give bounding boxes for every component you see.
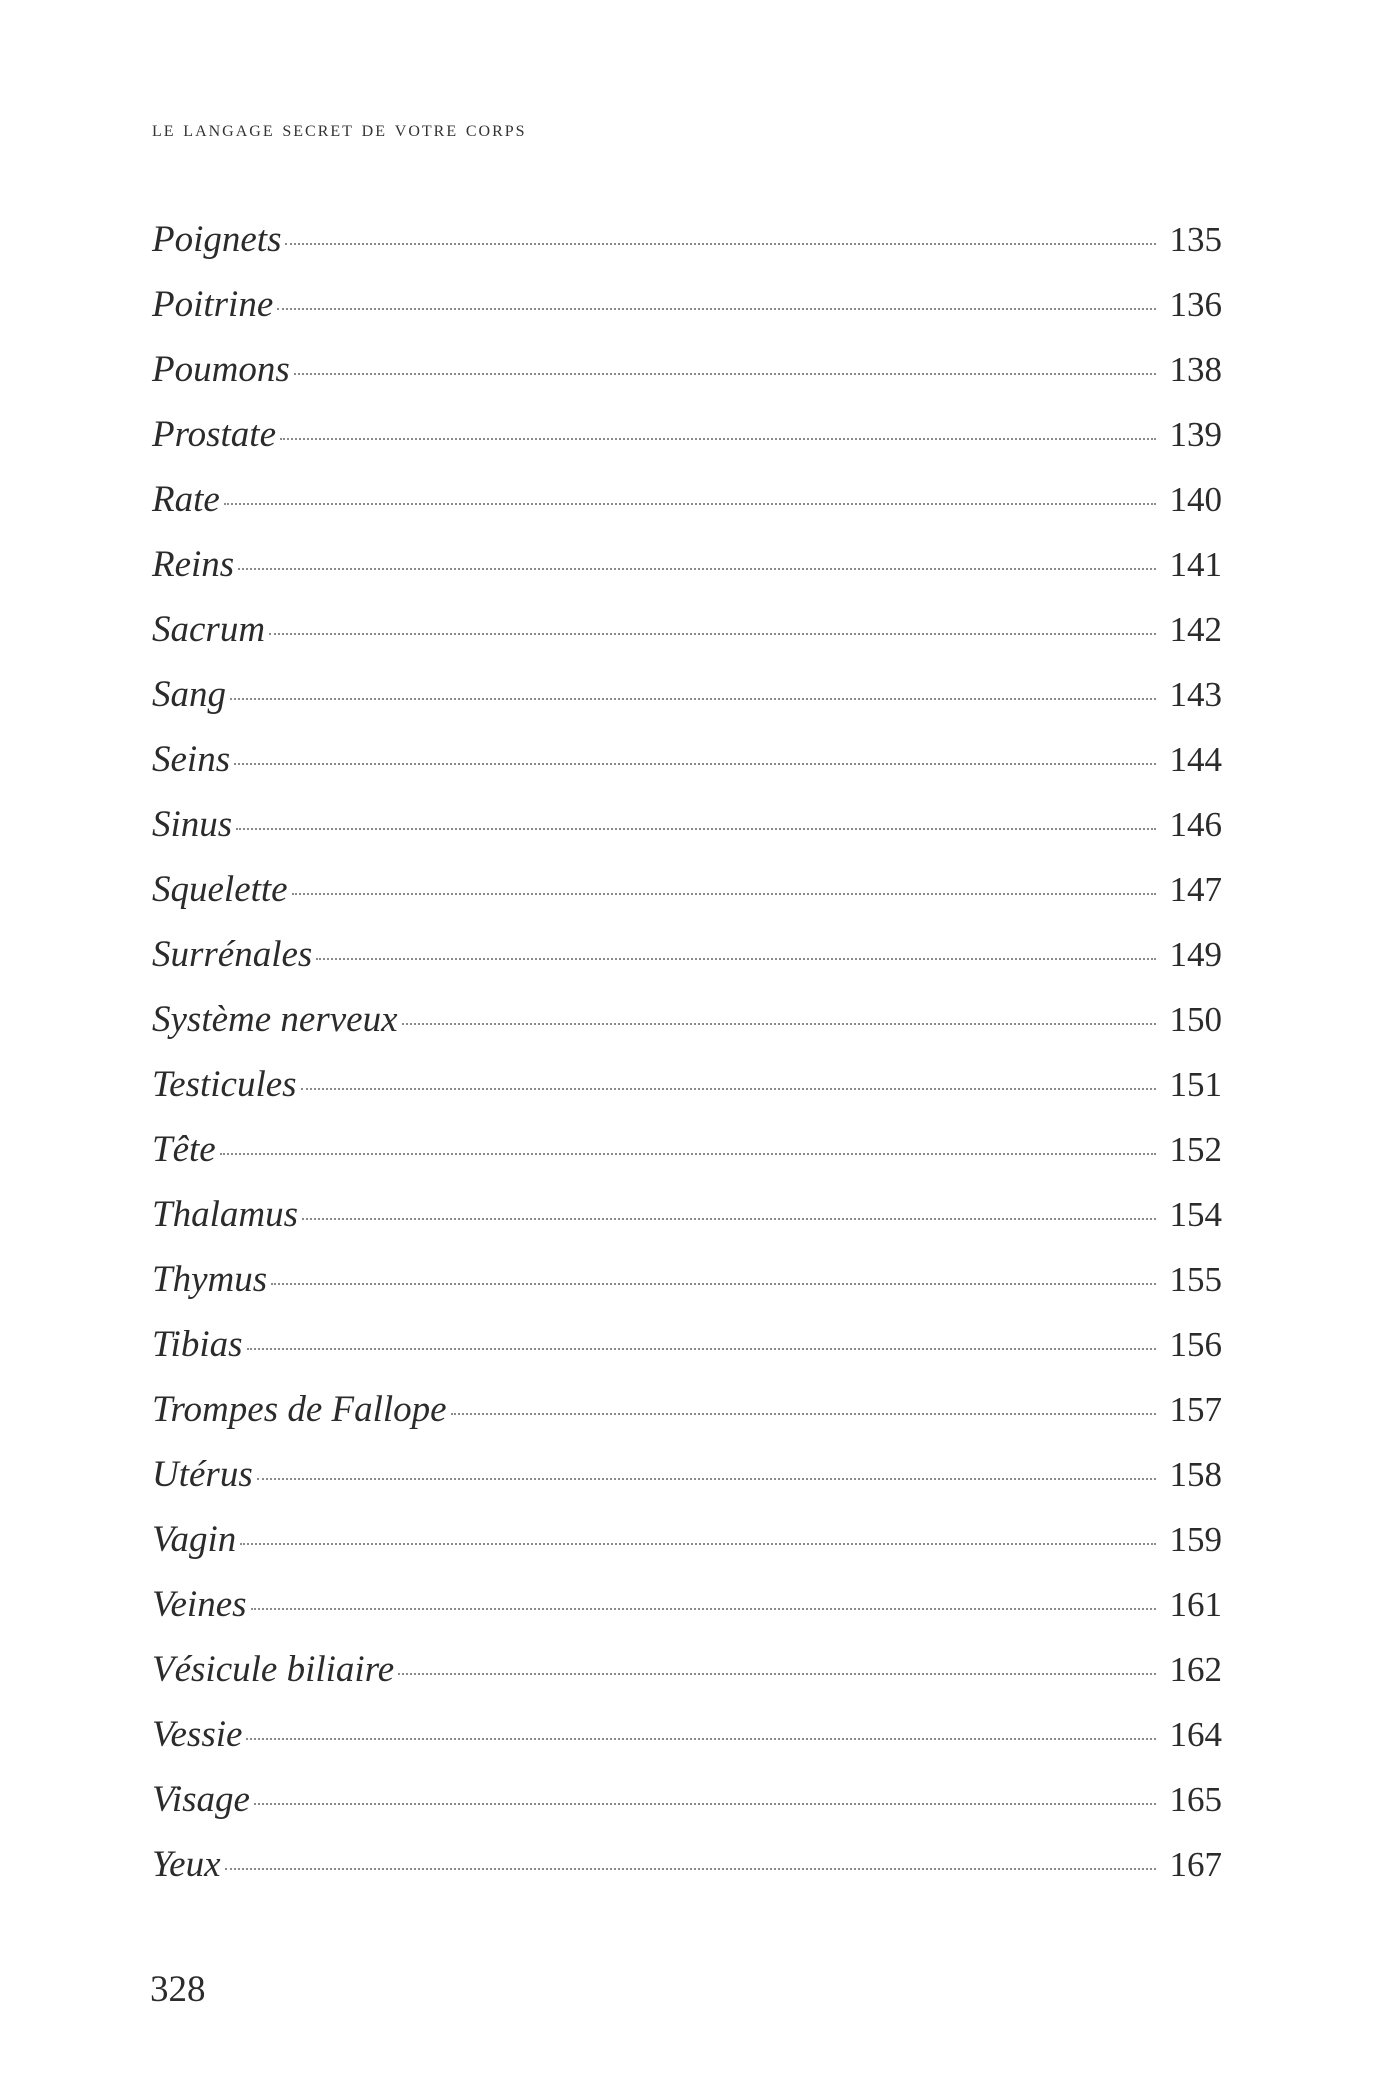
toc-entry xyxy=(152,1063,1222,1128)
toc-page-number: 147 xyxy=(1169,870,1222,909)
toc-term: Trompes de Fallope xyxy=(152,1389,447,1430)
dot-leader xyxy=(271,1283,1155,1285)
toc-term: Vagin xyxy=(152,1519,237,1560)
dot-leader xyxy=(301,1088,1156,1090)
toc-entry xyxy=(152,738,1222,803)
toc-term: Tête xyxy=(152,1129,216,1170)
toc-term: Sang xyxy=(152,674,226,715)
toc-entry xyxy=(152,1778,1222,1843)
running-head: le langage secret de votre corps xyxy=(152,116,527,141)
toc-entry xyxy=(152,283,1222,348)
toc-term: Reins xyxy=(152,544,235,585)
toc-entry xyxy=(152,1193,1222,1258)
toc-page-number: 162 xyxy=(1169,1650,1222,1689)
toc-entry xyxy=(152,673,1222,738)
dot-leader xyxy=(294,373,1156,375)
toc-entry xyxy=(152,1128,1222,1193)
toc-term: Sinus xyxy=(152,804,233,845)
toc-entry xyxy=(152,1518,1222,1583)
toc-entry xyxy=(152,803,1222,868)
dot-leader xyxy=(224,503,1156,505)
toc-page-number: 136 xyxy=(1169,285,1222,324)
toc-page-number: 151 xyxy=(1169,1065,1222,1104)
dot-leader xyxy=(225,1868,1156,1870)
toc-page-number: 149 xyxy=(1169,935,1222,974)
toc-term: Thymus xyxy=(152,1259,268,1300)
toc-term: Seins xyxy=(152,739,231,780)
dot-leader xyxy=(220,1153,1156,1155)
toc-entry xyxy=(152,348,1222,413)
toc-page-number: 143 xyxy=(1169,675,1222,714)
toc-entry xyxy=(152,478,1222,543)
toc-page-number: 141 xyxy=(1169,545,1222,584)
toc-term: Utérus xyxy=(152,1454,253,1495)
toc-page-number: 140 xyxy=(1169,480,1222,519)
dot-leader xyxy=(247,1348,1156,1350)
toc-entry xyxy=(152,933,1222,998)
dot-leader xyxy=(280,438,1155,440)
toc-term: Système nerveux xyxy=(152,999,398,1040)
toc-page-number: 139 xyxy=(1169,415,1222,454)
toc-page-number: 135 xyxy=(1169,220,1222,259)
toc-entry xyxy=(152,1583,1222,1648)
dot-leader xyxy=(246,1738,1155,1740)
dot-leader xyxy=(254,1803,1156,1805)
toc-term: Poignets xyxy=(152,219,282,260)
toc-page-number: 158 xyxy=(1169,1455,1222,1494)
toc-entry xyxy=(152,608,1222,673)
toc-page-number: 138 xyxy=(1169,350,1222,389)
toc-term: Squelette xyxy=(152,869,288,910)
toc-page-number: 152 xyxy=(1169,1130,1222,1169)
toc-page-number: 164 xyxy=(1169,1715,1222,1754)
toc-term: Poumons xyxy=(152,349,290,390)
dot-leader xyxy=(251,1608,1156,1610)
dot-leader xyxy=(230,698,1156,700)
toc-term: Testicules xyxy=(152,1064,297,1105)
toc-entry xyxy=(152,413,1222,478)
toc-term: Sacrum xyxy=(152,609,266,650)
toc-entry xyxy=(152,543,1222,608)
dot-leader xyxy=(236,828,1155,830)
toc-page-number: 155 xyxy=(1169,1260,1222,1299)
toc-term: Poitrine xyxy=(152,284,274,325)
dot-leader xyxy=(257,1478,1156,1480)
toc-page-number: 146 xyxy=(1169,805,1222,844)
toc-page-number: 157 xyxy=(1169,1390,1222,1429)
toc-page-number: 156 xyxy=(1169,1325,1222,1364)
toc-term: Vésicule biliaire xyxy=(152,1649,395,1690)
dot-leader xyxy=(316,958,1155,960)
dot-leader xyxy=(238,568,1155,570)
toc-entry xyxy=(152,1258,1222,1323)
toc-entry xyxy=(152,1453,1222,1518)
dot-leader xyxy=(277,308,1155,310)
toc-entry xyxy=(152,1843,1222,1908)
toc-entry xyxy=(152,1388,1222,1453)
dot-leader xyxy=(398,1673,1155,1675)
dot-leader xyxy=(451,1413,1156,1415)
toc-list xyxy=(152,218,1222,1908)
toc-page-number: 154 xyxy=(1169,1195,1222,1234)
toc-entry xyxy=(152,1648,1222,1713)
toc-entry xyxy=(152,1713,1222,1778)
toc-term: Tibias xyxy=(152,1324,243,1365)
toc-page-number: 144 xyxy=(1169,740,1222,779)
dot-leader xyxy=(292,893,1156,895)
toc-page-number: 165 xyxy=(1169,1780,1222,1819)
toc-term: Visage xyxy=(152,1779,250,1820)
toc-term: Surrénales xyxy=(152,934,313,975)
dot-leader xyxy=(285,243,1155,245)
dot-leader xyxy=(302,1218,1156,1220)
toc-term: Prostate xyxy=(152,414,277,455)
dot-leader xyxy=(269,633,1155,635)
dot-leader xyxy=(240,1543,1155,1545)
toc-page-number: 167 xyxy=(1169,1845,1222,1884)
toc-term: Thalamus xyxy=(152,1194,298,1235)
toc-term: Rate xyxy=(152,479,220,520)
toc-page-number: 159 xyxy=(1169,1520,1222,1559)
toc-page-number: 161 xyxy=(1169,1585,1222,1624)
toc-entry xyxy=(152,998,1222,1063)
toc-page-number: 142 xyxy=(1169,610,1222,649)
toc-entry xyxy=(152,218,1222,283)
dot-leader xyxy=(234,763,1155,765)
toc-term: Yeux xyxy=(152,1844,221,1885)
toc-entry xyxy=(152,868,1222,933)
dot-leader xyxy=(402,1023,1156,1025)
toc-page-number: 150 xyxy=(1169,1000,1222,1039)
toc-term: Veines xyxy=(152,1584,247,1625)
page-number: 328 xyxy=(150,1969,206,2010)
toc-term: Vessie xyxy=(152,1714,243,1755)
toc-entry xyxy=(152,1323,1222,1388)
